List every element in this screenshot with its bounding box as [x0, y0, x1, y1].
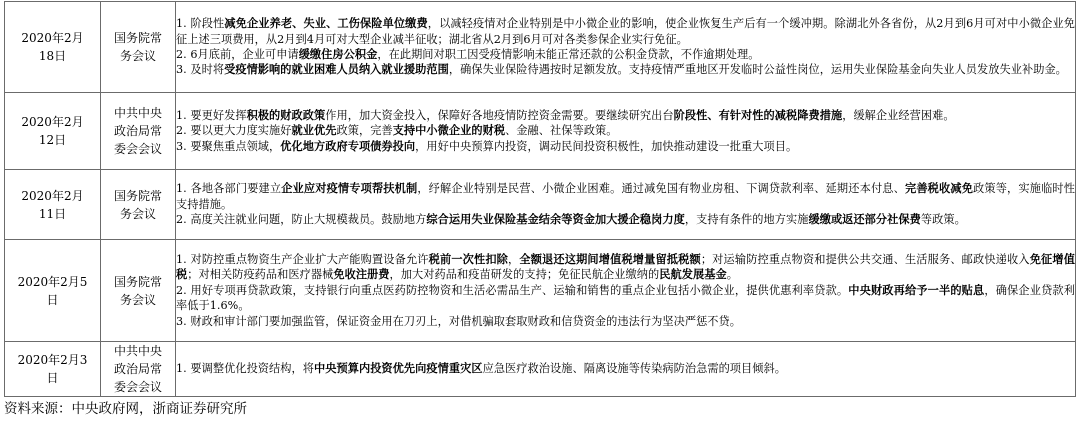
policy-text: 。 — [726, 268, 738, 282]
table-row — [5, 170, 1076, 240]
policy-text: ，加大对药品和疫苗研发的支持；免征民航企业缴纳的 — [389, 268, 660, 282]
highlighted-policy-text: 积极的财政政策 — [246, 107, 326, 122]
date-text: 2020年2月11日 — [21, 188, 84, 221]
policy-text: 等政策。 — [920, 213, 966, 227]
date-text: 2020年2月18日 — [21, 31, 84, 63]
policy-text: 1. 要调整优化投资结构，将 — [176, 362, 314, 376]
highlighted-policy-text: 民航发展基金 — [659, 267, 727, 282]
policy-text: ，确保企业贷款利率低于1.6%。 — [176, 283, 1075, 313]
policy-text: ，纾解企业特别是民营、小微企业困难。通过减免国有物业房租、下调贷款利率、延期还本付息、 — [417, 182, 905, 196]
policy-text: 政策，完善 — [336, 124, 393, 138]
policy-text: 2. 高度关注就业问题，防止大规模裁员。鼓励地方 — [176, 213, 427, 227]
highlighted-policy-text: 缓缴或返还部分社保费 — [808, 212, 921, 227]
highlighted-policy-text: 完善税收减免 — [904, 181, 974, 196]
policy-text: ，支持有条件的地方实施 — [684, 213, 809, 227]
policy-text: 、金融、社保等政策。 — [505, 124, 618, 138]
meeting-text: 国务院常务会议 — [113, 188, 162, 221]
policy-text: ，缓解企业经营困难。 — [842, 108, 955, 122]
policy-text: 1. 要更好发挥 — [176, 108, 247, 122]
highlighted-policy-text: 中央预算内投资优先向疫情重灾区 — [314, 361, 483, 376]
date-text: 2020年2月12日 — [21, 115, 84, 147]
policy-item — [176, 314, 1075, 329]
date-text: 2020年2月3日 — [17, 353, 88, 385]
policy-text: ，确保失业保险待遇按时足额发放。支持疫情严重地区开发临时公益性岗位，运用失业保险基金向失业人员发放失业补助金。 — [448, 63, 1067, 77]
policy-content-cell — [176, 2, 1076, 93]
highlighted-policy-text: 免收注册费 — [333, 267, 390, 282]
policy-item — [176, 181, 1075, 212]
highlighted-policy-text: 阶段性、有针对性的减税降费措施 — [673, 107, 843, 122]
meeting-text: 国务院常务会议 — [113, 274, 162, 307]
policy-item — [176, 361, 1075, 376]
meeting-cell — [101, 2, 176, 93]
meeting-cell — [101, 170, 176, 240]
policy-item — [176, 47, 1075, 62]
policy-text: 应急医疗救治设施、隔离设施等传染病防治急需的项目倾斜。 — [482, 362, 786, 376]
table-row — [5, 2, 1076, 93]
policy-text: ，用好中央预算内投资，调动民间投资积极性，加快推动建设一批重大项目。 — [415, 139, 798, 153]
table-row — [5, 342, 1076, 397]
table-row — [5, 93, 1076, 170]
policy-text: ，在此期间对职工因受疫情影响未能正常还款的公积金贷款，不作逾期处理。 — [377, 48, 760, 61]
highlighted-policy-text: 支持中小微企业的财税 — [392, 123, 506, 138]
date-cell — [5, 93, 101, 170]
meeting-text: 中共中央政治局常委会会议 — [113, 344, 162, 394]
highlighted-policy-text: 免征增值税 — [176, 251, 1075, 282]
policy-text: 1. 对防控重点物资生产企业扩大产能购置设备允许 — [176, 252, 429, 266]
meeting-text: 国务院常务会议 — [113, 31, 162, 63]
highlighted-policy-text: 受疫情影响的就业困难人员纳入就业援助范围 — [224, 62, 449, 77]
policy-text: 3. 及时将 — [176, 63, 225, 77]
highlighted-policy-text: 税前一次性扣除 — [428, 251, 509, 266]
policy-text: 1. 各地各部门要建立 — [176, 182, 282, 196]
meeting-cell — [101, 342, 176, 397]
policy-text: 2. 6月底前，企业可申请 — [176, 48, 299, 61]
policy-item — [176, 252, 1075, 283]
date-cell — [5, 170, 101, 240]
policy-content-cell — [176, 170, 1076, 240]
policy-content-cell — [176, 93, 1076, 170]
policy-item — [176, 62, 1075, 77]
highlighted-policy-text: 中央财政再给予一半的贴息 — [848, 282, 985, 297]
meeting-text: 中共中央政治局常委会会议 — [113, 106, 162, 156]
policy-text: 2. 用好专项再贷款政策，支持银行向重点医药防控物资和生活必需品生产、运输和销售的重点企业包括小微企业，提供优惠利率贷款。 — [176, 283, 849, 297]
policy-item — [176, 16, 1075, 47]
policy-item — [176, 123, 1075, 138]
date-cell — [5, 342, 101, 397]
date-text: 2020年2月5日 — [17, 274, 88, 307]
policy-table — [4, 1, 1076, 397]
policy-content-cell — [176, 342, 1076, 397]
policy-text: 2. 要以更大力度实施好 — [176, 124, 292, 138]
highlighted-policy-text: 优化地方政府专项债券投向 — [280, 138, 416, 153]
policy-text: 3. 财政和审计部门要加强监管，保证资金用在刀刃上，对借机骗取套取财政和信贷资金的违法行为坚决严惩不贷。 — [176, 314, 742, 328]
policy-text: ；对运输防控重点物资和提供公共交通、生活服务、邮政快递收入 — [700, 252, 1030, 266]
policy-text: 作用，加大资金投入，保障好各地疫情防控资金需要。要继续研究出台 — [325, 108, 674, 122]
date-cell — [5, 2, 101, 93]
policy-text: ；对相关防疫药品和医疗器械 — [187, 268, 334, 282]
policy-item — [176, 139, 1075, 154]
source-note: 资料来源：中央政府网，浙商证券研究所 — [4, 401, 247, 417]
policy-text: 3. 要聚焦重点领域， — [176, 139, 281, 153]
meeting-cell — [101, 240, 176, 342]
date-cell — [5, 240, 101, 342]
meeting-cell — [101, 93, 176, 170]
highlighted-policy-text: 减免企业养老、失业、工伤保险单位缴费 — [224, 16, 428, 31]
highlighted-policy-text: 缓缴住房公积金 — [298, 47, 378, 61]
highlighted-policy-text: 就业优先 — [291, 123, 337, 138]
highlighted-policy-text: 综合运用失业保险基金结余等资金加大援企稳岗力度 — [426, 212, 685, 227]
highlighted-policy-text: 企业应对疫情专项帮扶机制 — [281, 181, 418, 196]
highlighted-policy-text: 全额退还这期间增值税增量留抵税额 — [519, 251, 701, 266]
policy-text: 1. 阶段性 — [176, 17, 225, 31]
policy-text: 政策等，实施临时性支持措施。 — [176, 182, 1075, 211]
table-row — [5, 240, 1076, 342]
policy-text: ， — [508, 252, 520, 266]
policy-content-cell — [176, 240, 1076, 342]
policy-text: ，以减轻疫情对企业特别是中小微企业的影响，使企业恢复生产后有一个缓冲期。除湖北外各省份，从2月到6月可对中小微企业免征上述三项费用，从2月到4月可对大型企业减半征收；湖北省从2月到6月可对各类参保企业实行免征。 — [176, 17, 1076, 46]
policy-item — [176, 212, 1075, 227]
policy-item — [176, 108, 1075, 123]
policy-item — [176, 283, 1075, 314]
